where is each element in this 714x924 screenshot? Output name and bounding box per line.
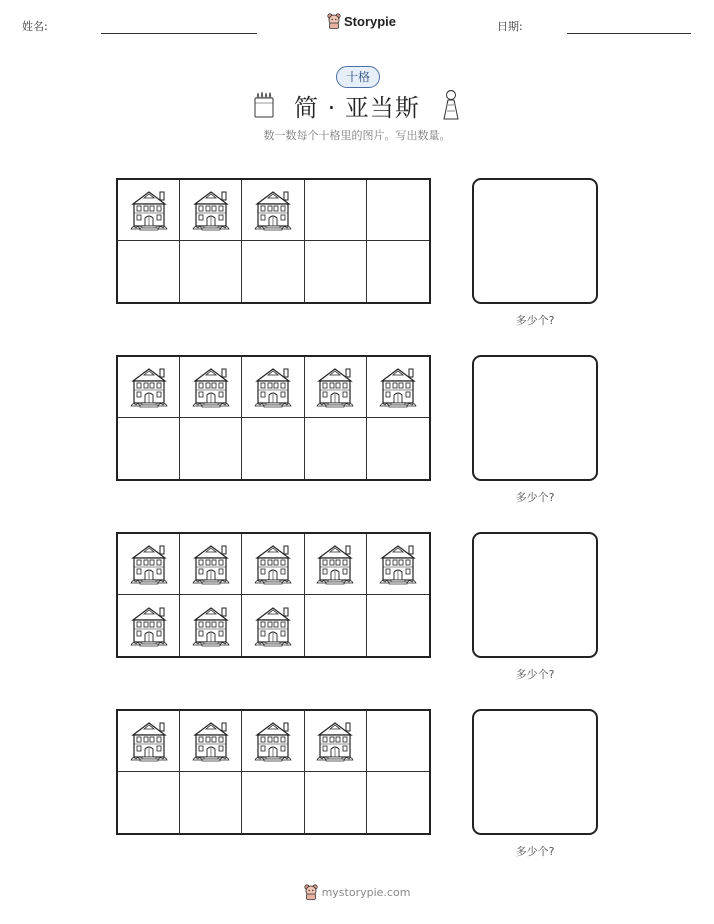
house-icon <box>191 719 231 763</box>
house-icon <box>191 365 231 409</box>
worksheet-tag: 十格 <box>336 66 380 88</box>
frame-cell <box>180 595 242 656</box>
house-icon <box>378 365 418 409</box>
house-icon <box>129 542 169 586</box>
frame-cell <box>180 418 242 479</box>
how-many-label-1: 多少个? <box>515 314 555 327</box>
frame-cell <box>242 595 304 656</box>
frame-cell <box>118 534 180 595</box>
date-line[interactable] <box>567 33 691 34</box>
frame-cell <box>180 772 242 833</box>
frame-cell <box>305 418 367 479</box>
frame-cell <box>180 711 242 772</box>
brand-name: Storypie <box>344 13 397 29</box>
ten-frame-3 <box>116 532 431 658</box>
frame-cell <box>118 595 180 656</box>
house-icon <box>191 542 231 586</box>
house-icon <box>129 719 169 763</box>
frame-cell <box>367 180 429 241</box>
frame-cell <box>305 357 367 418</box>
house-icon <box>315 719 355 763</box>
frame-cell <box>118 241 180 302</box>
frame-cell <box>305 180 367 241</box>
house-icon <box>129 604 169 648</box>
ten-frame-1 <box>116 178 431 304</box>
how-many-label-2: 多少个? <box>515 491 555 504</box>
frame-cell <box>242 241 304 302</box>
worksheet-title: 简 · 亚当斯 <box>294 94 420 122</box>
frame-cell <box>242 534 304 595</box>
name-line[interactable] <box>101 33 257 34</box>
footer <box>0 884 714 900</box>
frame-cell <box>367 595 429 656</box>
answer-box-3[interactable] <box>472 532 598 658</box>
house-icon <box>253 542 293 586</box>
frame-cell <box>118 772 180 833</box>
house-icon <box>378 542 418 586</box>
frame-cell <box>242 180 304 241</box>
date-label: 日期: <box>497 20 523 33</box>
answer-box-4[interactable] <box>472 709 598 835</box>
house-icon <box>315 365 355 409</box>
house-icon <box>253 719 293 763</box>
ten-frame-4 <box>116 709 431 835</box>
brand-logo <box>327 13 396 29</box>
house-icon <box>253 365 293 409</box>
house-icon <box>129 188 169 232</box>
instructions: 数一数每个十格里的图片。写出数量。 <box>263 129 451 142</box>
frame-cell <box>305 595 367 656</box>
footer-url[interactable]: mystorypie.com <box>321 885 411 899</box>
doll-icon <box>441 89 461 121</box>
bear-icon <box>304 884 318 900</box>
bear-icon <box>327 13 341 29</box>
frame-cell <box>180 241 242 302</box>
name-label: 姓名: <box>22 20 48 33</box>
frame-cell <box>305 534 367 595</box>
frame-cell <box>118 711 180 772</box>
house-icon <box>191 188 231 232</box>
ten-frame-2 <box>116 355 431 481</box>
house-icon <box>253 604 293 648</box>
frame-cell <box>180 534 242 595</box>
frame-cell <box>367 534 429 595</box>
frame-cell <box>367 241 429 302</box>
frame-cell <box>242 357 304 418</box>
answer-box-2[interactable] <box>472 355 598 481</box>
house-icon <box>191 604 231 648</box>
frame-cell <box>118 418 180 479</box>
frame-cell <box>118 357 180 418</box>
house-icon <box>315 542 355 586</box>
frame-cell <box>367 357 429 418</box>
house-icon <box>129 365 169 409</box>
answer-box-1[interactable] <box>472 178 598 304</box>
frame-cell <box>242 418 304 479</box>
frame-cell <box>242 711 304 772</box>
how-many-label-4: 多少个? <box>515 845 555 858</box>
frame-cell <box>180 357 242 418</box>
frame-cell <box>305 241 367 302</box>
frame-cell <box>367 418 429 479</box>
frame-cell <box>305 772 367 833</box>
frame-cell <box>367 772 429 833</box>
frame-cell <box>180 180 242 241</box>
how-many-label-3: 多少个? <box>515 668 555 681</box>
frame-cell <box>118 180 180 241</box>
frame-cell <box>367 711 429 772</box>
frame-cell <box>242 772 304 833</box>
frame-cell <box>305 711 367 772</box>
house-icon <box>253 188 293 232</box>
